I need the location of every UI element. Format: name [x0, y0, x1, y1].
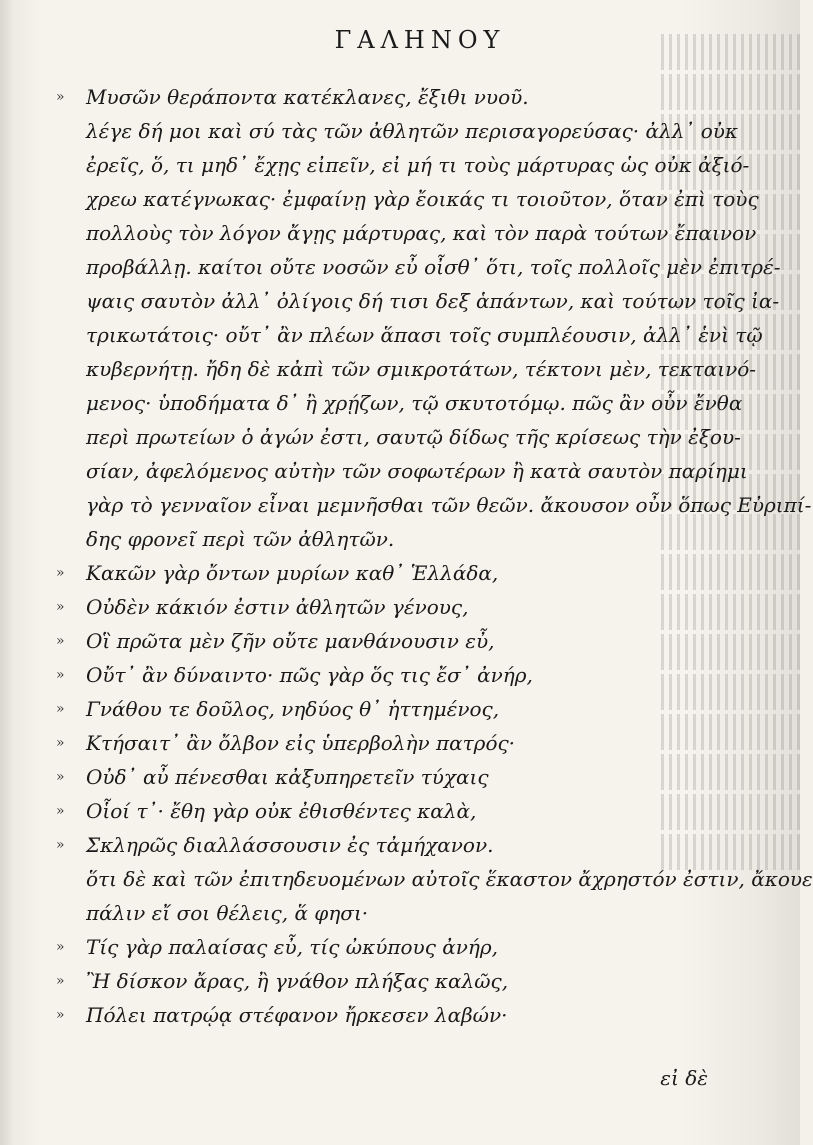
line-text: χρεω κατέγνωκας· ἐμφαίνῃ γὰρ ἔοικάς τι τοιοῦτον, ὅταν ἐπὶ τοὺς: [86, 187, 759, 211]
quotation-mark: »: [56, 735, 65, 751]
line-text: Οἳ πρῶτα μὲν ζῆν οὔτε μανθάνουσιν εὖ,: [86, 629, 495, 653]
text-line: [86, 896, 726, 930]
line-text: μενος· ὑποδήματα δ᾽ ἢ χρῄζων, τῷ σκυτοτόμῳ. πῶς ἂν οὖν ἔνθα: [86, 391, 743, 415]
quotation-mark: »: [56, 701, 65, 717]
text-line: [56, 760, 726, 794]
line-text: Μυσῶν θεράποντα κατέκλανες, ἔξιθι νυοῦ.: [86, 85, 529, 109]
text-line: [86, 114, 739, 148]
quotation-mark: »: [56, 939, 65, 955]
quotation-mark: »: [56, 633, 65, 649]
text-line: [86, 250, 781, 284]
line-text: Πόλει πατρῴᾳ στέφανον ἤρκεσεν λαβών·: [86, 1003, 508, 1027]
quotation-mark: »: [56, 973, 65, 989]
running-title: ΓΑΛΗΝΟΥ: [334, 26, 506, 54]
text-line: [56, 556, 726, 590]
text-line: [86, 318, 763, 352]
line-text: Οἷοί τ᾽· ἔθη γὰρ οὐκ ἐθισθέντες καλὰ,: [86, 799, 477, 823]
text-line: [86, 522, 726, 556]
text-line: [86, 148, 750, 182]
quotation-mark: »: [56, 89, 65, 105]
line-text: πολλοὺς τὸν λόγον ἄγῃς μάρτυρας, καὶ τὸν παρὰ τούτων ἔπαινον: [86, 221, 757, 245]
text-line: [86, 182, 759, 216]
text-line: [56, 726, 726, 760]
text-line: [86, 352, 757, 386]
line-text: Κτήσαιτ᾽ ἂν ὄλβον εἰς ὑπερβολὴν πατρός·: [86, 731, 516, 755]
line-text: Οὐδ᾽ αὖ πένεσθαι κἀξυπηρετεῖν τύχαις: [86, 765, 489, 789]
line-text: πάλιν εἴ σοι θέλεις, ἅ φησι·: [86, 901, 369, 925]
text-line: [86, 862, 813, 896]
line-text: ψαις σαυτὸν ἀλλ᾽ ὀλίγοις δή τισι δεξ ἁπάντων, καὶ τούτων τοῖς ἰα-: [86, 289, 780, 313]
text-line: [86, 488, 812, 522]
quotation-mark: »: [56, 837, 65, 853]
line-text: Γνάθου τε δοῦλος, νηδύος θ᾽ ἡττημένος,: [86, 697, 500, 721]
line-text: Τίς γὰρ παλαίσας εὖ, τίς ὠκύπους ἀνήρ,: [86, 935, 499, 959]
text-line: [86, 420, 741, 454]
line-text: γὰρ τὸ γενναῖον εἶναι μεμνῆσθαι τῶν θεῶν. ἄκουσον οὖν ὅπως Εὐριπί-: [86, 493, 812, 517]
line-text: σίαν, ἀφελόμενος αὐτὴν τῶν σοφωτέρων ἢ κατὰ σαυτὸν παρίημι: [86, 459, 748, 483]
text-line: [56, 624, 726, 658]
text-line: [86, 216, 757, 250]
line-text: λέγε δή μοι καὶ σύ τὰς τῶν ἀθλητῶν περισαγορεύσας· ἀλλ᾽ οὐκ: [86, 119, 739, 143]
quotation-mark: »: [56, 1007, 65, 1023]
line-text: Κακῶν γὰρ ὄντων μυρίων καθ᾽ Ἑλλάδα,: [86, 561, 499, 585]
line-text: Ἢ δίσκον ἄρας, ἢ γνάθον πλήξας καλῶς,: [86, 969, 509, 993]
text-line: [56, 964, 726, 998]
text-line: [56, 998, 726, 1032]
text-line: [86, 454, 748, 488]
line-text: ὅτι δὲ καὶ τῶν ἐπιτηδευομένων αὐτοῖς ἕκαστον ἄχρηστόν ἐστιν, ἄκουε: [86, 867, 813, 891]
text-line: [56, 930, 726, 964]
quotation-mark: »: [56, 565, 65, 581]
line-text: προβάλλῃ. καίτοι οὔτε νοσῶν εὖ οἶσθ᾽ ὅτι, τοῖς πολλοῖς μὲν ἐπιτρέ-: [86, 255, 781, 279]
quotation-mark: »: [56, 769, 65, 785]
text-line: [86, 386, 743, 420]
text-line: [86, 284, 780, 318]
line-text: Οὐδὲν κάκιόν ἐστιν ἀθλητῶν γένους,: [86, 595, 469, 619]
catchword: εἰ δὲ: [660, 1066, 708, 1090]
text-block: [56, 80, 813, 1032]
text-line: [56, 590, 726, 624]
line-text: δης φρονεῖ περὶ τῶν ἀθλητῶν.: [86, 527, 395, 551]
line-text: κυβερνήτῃ. ἤδη δὲ κἀπὶ τῶν σμικροτάτων, τέκτονι μὲν, τεκταινό-: [86, 357, 757, 381]
text-line: [56, 80, 726, 114]
line-text: τρικωτάτοις· οὔτ᾽ ἂν πλέων ἅπασι τοῖς συμπλέουσιν, ἀλλ᾽ ἑνὶ τῷ: [86, 323, 763, 347]
line-text: Σκληρῶς διαλλάσσουσιν ἐς τἀμήχανον.: [86, 833, 494, 857]
text-line: [56, 692, 726, 726]
quotation-mark: »: [56, 599, 65, 615]
quotation-mark: »: [56, 667, 65, 683]
text-line: [56, 828, 726, 862]
text-line: [56, 658, 726, 692]
line-text: Οὔτ᾽ ἂν δύναιντο· πῶς γὰρ ὅς τις ἔσ᾽ ἀνήρ,: [86, 663, 533, 687]
quotation-mark: »: [56, 803, 65, 819]
line-text: περὶ πρωτείων ὁ ἀγών ἐστι, σαυτῷ δίδως τῆς κρίσεως τὴν ἐξου-: [86, 425, 741, 449]
text-line: [56, 794, 726, 828]
line-text: ἐρεῖς, ὅ, τι μηδ᾽ ἔχῃς εἰπεῖν, εἰ μή τι τοὺς μάρτυρας ὡς οὐκ ἀξιό-: [86, 153, 750, 177]
